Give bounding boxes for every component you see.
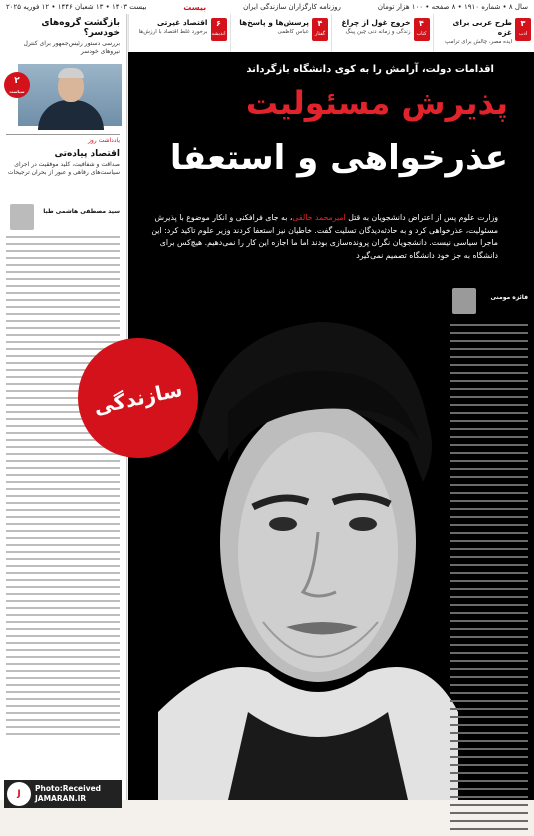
teaser-item[interactable] — [331, 14, 433, 52]
teaser-item[interactable] — [128, 14, 230, 52]
issue-dates: بیست ۱۴۰۳ • ۱۳ شعبان ۱۴۴۶ • ۱۲ فوریه ۲۰۲۵ — [6, 3, 146, 11]
masthead-strip — [0, 0, 534, 14]
author-photo — [452, 288, 476, 314]
teaser-item[interactable] — [230, 14, 332, 52]
teaser-item[interactable] — [433, 14, 534, 52]
main-headline-white[interactable]: عذرخواهی و استعفا — [170, 138, 508, 178]
teaser-sub: عباس کاظمی — [239, 28, 309, 36]
body-text-block — [450, 324, 528, 836]
article-title: اقتصاد پیاده‌تی — [6, 149, 120, 159]
author-name: سید مصطفی هاشمی طبا — [43, 208, 120, 215]
issue-info: سال ۸ • شماره ۱۹۱۰ • ۸ صفحه • ۱۰۰ هزار تومان — [378, 3, 528, 11]
sazandegi-logo: سازندگی — [67, 327, 209, 469]
column-tag: یادداشت روز — [6, 134, 120, 144]
opinion-article[interactable] — [6, 149, 120, 177]
teaser-sub: برخورد غلط اقتصاد با ارزش‌ها — [139, 28, 208, 36]
teaser-title: پرسش‌ها و پاسخ‌ها — [239, 18, 309, 28]
article-sub: صداقت و شفافیت، کلید موفقیت در اجرای سیاست‌های رفاهی و عبور از بحران ترجیحات — [6, 161, 120, 177]
page-number-badge: ۶ اندیشه — [211, 18, 227, 41]
masthead-logo: بیست — [183, 3, 206, 12]
section-badge: ۲ سیاست — [4, 72, 30, 98]
teaser-sub: زندگی و زمانه دنی چین پینگ — [342, 28, 411, 36]
teaser-bar — [128, 14, 534, 53]
left-headline: بازگشت گروه‌های خودسر؟ — [6, 18, 120, 38]
left-lead-story[interactable] — [0, 14, 126, 56]
page-number-badge: ۴ گفتار — [312, 18, 328, 41]
body-text-block — [6, 236, 120, 740]
author-photo — [10, 204, 34, 230]
page-number-badge: ۴ کتاب — [414, 18, 430, 41]
student-portrait — [158, 292, 458, 800]
teaser-title: اقتصاد غیرتی — [139, 18, 208, 28]
page-number-badge: ۳ ادب — [515, 18, 531, 41]
victim-name: امیرمحمد خالقی — [292, 213, 345, 222]
publisher-name: روزنامه کارگزاران سازندگی ایران — [243, 3, 341, 11]
teaser-sub: ایده مصر، چالش برای ترامپ — [437, 38, 513, 46]
author-byline — [6, 204, 120, 230]
main-lead-paragraph: وزارت علوم پس از اعتراض دانشجویان به قتل امیرمحمد خالقی، به جای فرافکنی و انکار موضوع با پذیرش مسئولیت، عذرخواهی کرد و به حادثه‌دیدگان تسلیت گفت. خاطیان نیز استعفا کردند وزیر علوم تاکید کرد: این ماجرا سیاسی نیست. دانشجویان نگران پرونده‌سازی بودند اما ما اجازه این کار را نمی‌دهیم. هیچ‌کس برای دانشگاه به جز خود دانشگاه تصمیم نمی‌گیرد — [138, 212, 498, 262]
president-photo — [18, 64, 122, 126]
jamaran-logo-icon: J — [7, 782, 31, 806]
teaser-title: طرح عربی برای غزه — [437, 18, 513, 38]
teaser-title: خروج غول از چراغ — [342, 18, 411, 28]
jamaran-watermark: J Photo:Received JAMARAN.IR — [4, 780, 122, 808]
left-subhead: بررسی دستور رئیس‌جمهور برای کنترل نیروهای خودسر — [6, 40, 120, 56]
author-name: فائزه مومنی — [490, 294, 528, 301]
author-byline — [448, 288, 530, 318]
main-headline-red[interactable]: پذیرش مسئولیت — [246, 84, 508, 122]
right-column-article[interactable] — [448, 288, 530, 798]
main-story-panel — [128, 52, 534, 800]
main-kicker: اقدامات دولت، آرامش را به کوی دانشگاه بازگرداند — [246, 64, 494, 75]
